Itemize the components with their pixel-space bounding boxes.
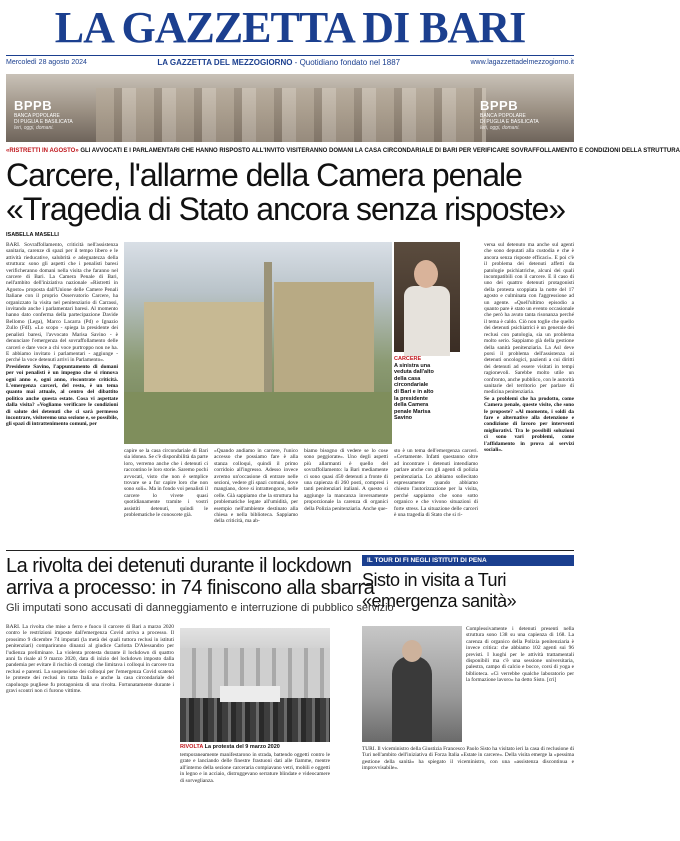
bank-logo-left: BPPB BANCA POPOLARE DI PUGLIA E BASILICATA Ieri, oggi, domani.	[14, 98, 73, 131]
riot-headline[interactable]: La rivolta dei detenuti durante il lockdown arriva a processo: in 74 finiscono alla sbarra	[6, 555, 375, 599]
newspaper-logo[interactable]: LA GAZZETTA DI BARI	[54, 3, 526, 52]
lead-column-2: capire se la casa circondariale di Bari sia idonea. Se c'è disponibilità da parte loro, verremo anche che i detenuti ci raccontino le loro storie. Saremo pochi avvocati, visto che non è semplice trovare se a fur capire loro che non sono soli». Ma in fondo voi penalisti il carcere lo vivete quasi quotidianamente tramite i vostri assistiti detenuti, quindi le problematiche le conoscete già.	[124, 448, 208, 519]
masthead	[0, 0, 580, 70]
marisa-savino-photo	[394, 242, 460, 352]
lead-column-4: biamo bisogno di vedere se lo cose sono peggiorate». Uno degli aspetti più allarmanti è quello del sovraffollamento: la Bari mediamente ci sono quasi 450 detenuti a fronte di una capienza di 260 posti, compresi i tanti penitenziari italiani. A questo si aggiunge la mancanza inversamente proporzionale la carenza di organici della Polizia penitenziaria. Anche que-	[304, 448, 388, 512]
lead-column-3: «Quando andiamo in carcere, l'unico accesso che possiamo fare è alla stanza colloqui, quindi il primo corridoio all'ingresso. Adesso invece avremo un'occasione di entrare nelle sezioni, vedere gli spazi comuni, dove mangiano, dove si intrattengono, nelle celle. Già sappiamo che la struttura ha problematiche legate all'umidità, per esempio nell'ambiente destinato alla chiesa e nella biblioteca. Sappiamo della criticità, ma ab-	[214, 448, 298, 525]
lead-kicker: «RISTRETTI IN AGOSTO» GLI AVVOCATI E I PARLAMENTARI CHE HANNO RISPOSTO ALL'INVITO VISITERANNO DOMANI LA CASA CIRCONDARIALE DI BARI PER VERIFICARE SOVRAFFOLLAMENTO E CONDIZIONI DELLA STRUTTURA	[6, 148, 680, 154]
turi-section-tag: IL TOUR DI FI NEGLI ISTITUTI DI PENA	[362, 555, 574, 566]
turi-column-1: TURI. Il viceministro della Giustizia Francesco Paolo Sisto ha visitato ieri la casa di reclusione di Turi nell'ambito dell'iniziativa di Forza Italia «Estate in carcere». Della visita emerge la «pessima gestione della sanità» ha spiegato il viceministro, con una «assistenza discontinua e improvvisabile».	[362, 746, 574, 772]
lead-column-6: versa sul detenuto ma anche sul agenti che sono deputati alla custodia e che è ancora senza risposte efficaci». E poi c'è il problema dei detenuti affetti da patologie psichiatriche, alcuni dei quali incompatibili con il carcere. E il caso di uno dei quattro detenuti protagonisti della protesta scoppiata la notte del 17 agosto e culminata con l'aggressione ad un agente. «Quell'ultimo episodio a quanto pare è stato un evento occasionale che però ha avuto tanta risonanza perché il tema è caldo. Ciò non toglie che quello dei detenuti psichiatrici è un generale dei reclusi con patologia, sia un problema molto serio. Sappiamo già della gestione della sanità penitenziaria. La Asl deve porsi il problema dell'assistenza ai detenuti oncologici, pazienti a cui diritti dei detenuti ad essere visitati in tempi ragionevoli. Sarebbe molto utile un confronto, anche pubblico, con le autorità sanitarie del territorio per parlare di medicina penitenziaria. Se a problemi che ha prodotto, come Camera penale, queste visite, che sono le proposte? «Al momento, i soldi da fare e alternative alla detenzione e condizione di lavoro per interventi migliorativi. Tra le possibili soluzioni ci sono vari problemi, come l'affidamento in prova ai servizi sociali».	[484, 242, 574, 453]
lead-headline[interactable]: Carcere, l'allarme della Camera penale «Tragedia di Stato ancora senza risposte»	[6, 157, 566, 227]
riot-photo-caption: RIVOLTA La protesta del 9 marzo 2020	[180, 744, 280, 750]
sisto-photo	[362, 626, 462, 742]
date-bar	[6, 55, 574, 69]
lead-byline: ISABELLA MASELLI	[6, 232, 59, 238]
prison-aerial-photo	[124, 242, 392, 444]
lead-photo-caption: CARCERE A sinistra una veduta dall'alto della casa circondariale di Bari e in alto la presidente della Camera penale Marisa Savino	[394, 356, 434, 422]
lead-column-5: sto è un tema dell'emergenza carceri. «Certamente. Infatti questanno oltre ad incontrare i detenuti intendiamo parlare anche con gli agenti di polizia penitenziaria. Lo abbiamo sollecitato espressamente quando abbiamo chiesto l'autorizzazione per la visita, perché sappiamo che sono sotto organico e che vivono situazioni di forte stress. La situazione delle carceri è una tragedia di Stato che si ri-	[394, 448, 478, 519]
turi-headline[interactable]: Sisto in visita a Turi «emergenza sanità»	[362, 570, 517, 611]
riot-subheadline: Gli imputati sono accusati di danneggiamento e interruzione di pubblico servizio	[6, 602, 394, 614]
masthead-subtitle: LA GAZZETTA DEL MEZZOGIORNO - Quotidiano fondato nel 1887	[157, 58, 401, 67]
section-divider	[6, 550, 574, 551]
riot-column-1: BARI. La rivolta che mise a ferro e fuoco il carcere di Bari a marzo 2020 contro le restrizioni imposte dall'emergenza Covid arriva a processo. Il prossimo 9 dicembre 74 imputati (la metà dei quali tuttora reclusi in istituti penitenziari) compariranno dinanzi al giudice Carlotta D'Alessandro per l'udienza preliminare. La violenta protesta durante il lockdown di quattro anni fa risale al 9 marzo 2020, data di inizio del lockdown imposto dalla pandemia per evitare il rischio di contagi che limitava i colloqui in carcere tra reclusi e parenti. La sospensione dei colloqui per l'emergenza Covid scatenò le proteste dei reclusi in tutta Italia e anche la casa circondariale del capoluogo pugliese fu protagonista di una rivolta. Fortunatamente durante i gravi scontri non ci furono vittime.	[6, 624, 174, 695]
bank-logo-right: BPPB BANCA POPOLARE DI PUGLIA E BASILICATA Ieri, oggi, domani.	[480, 98, 539, 131]
riot-protest-photo	[180, 628, 330, 742]
lead-column-1: BARI. Sovraffollamento, criticità nell'assistenza sanitaria, carenze di spazi per il tempo libero e le attività rieducative, salubrità e adeguatezza della struttura: sono gli aspetti che i penalisti baresi verificheranno domani nella visita che faranno nel carcere di Bari. La Camera Penale di Bari, nell'ambito dell'iniziativa nazionale «Ristretti in Agosto» proposta dall'Unione delle Camere Penali Italiane con il proprio Osservatorio Carcere, ha organizzato la visita nel penitenziario di Carrassi, invitando anche i parlamentari baresi. Al momento hanno dato conferma della partecipazione Davide Bellomo (Lega), Marco Lacarra (Pd) e Ignazio Zullo (FdI). «Lo scopo - spiega la presidente dei penalisti baresi, l'avvocato Marisa Savino - è denunciare l'emergenza del sovraffollamento delle carceri e dare voce a chi voce purtroppo non ne ha. E abbiamo invitato i parlamentari - aggiunge - perché la voce detenuti arrivi in Parlamento». Presidente Savino, l'appuntamento di domani per voi penalisti è un impegno che si rinnova ogni anno e, ogni anno, riscontrate criticità. L'emergenza carceri, del resto, è un tema quanto mai attuale, al centro del dibattito politico anche questa estate. Cosa vi aspettate dalla visita? «Vogliamo verificare le condizioni di salute dei detenuti che ci sarà permesso incontrare, visiteremo una sezione e, se possibile, gli spazi di intrattenimento comuni, per	[6, 242, 118, 428]
ad-photo	[96, 88, 486, 142]
issue-date: Mercoledì 28 agosto 2024	[6, 59, 87, 66]
riot-column-2: temporaneamente manifestarono in strada, battendo oggetti contro le grate e lanciando delle finestre frastuoni dati alle fiamme, mentre all'interno della sezione carceraria compiavano vetri, mobili e oggetti in legno e in acciaio, distruggevano serrature blindate e videocamere di sorveglianza.	[180, 752, 330, 784]
ad-banner[interactable]	[6, 74, 574, 142]
turi-column-2: Complessivamente i detenuti presenti nella struttura sono 138 su una capienza di 168. La carenza di organico della Polizia penitenziaria è invece critica: che abbiamo 102 agenti sui 96 previsti. I luoghi per le attività trattamentali disponibili ma c'è una sessione universitaria, palestra, campo di calcio e bocce, corsi di yoga e biblioteca. «Ci verrebbe qualche laboratorio per la formazione lavoro» ha detto Sisto. [cri]	[466, 626, 574, 684]
website-link[interactable]: www.lagazzettadelmezzogiorno.it	[470, 59, 574, 66]
